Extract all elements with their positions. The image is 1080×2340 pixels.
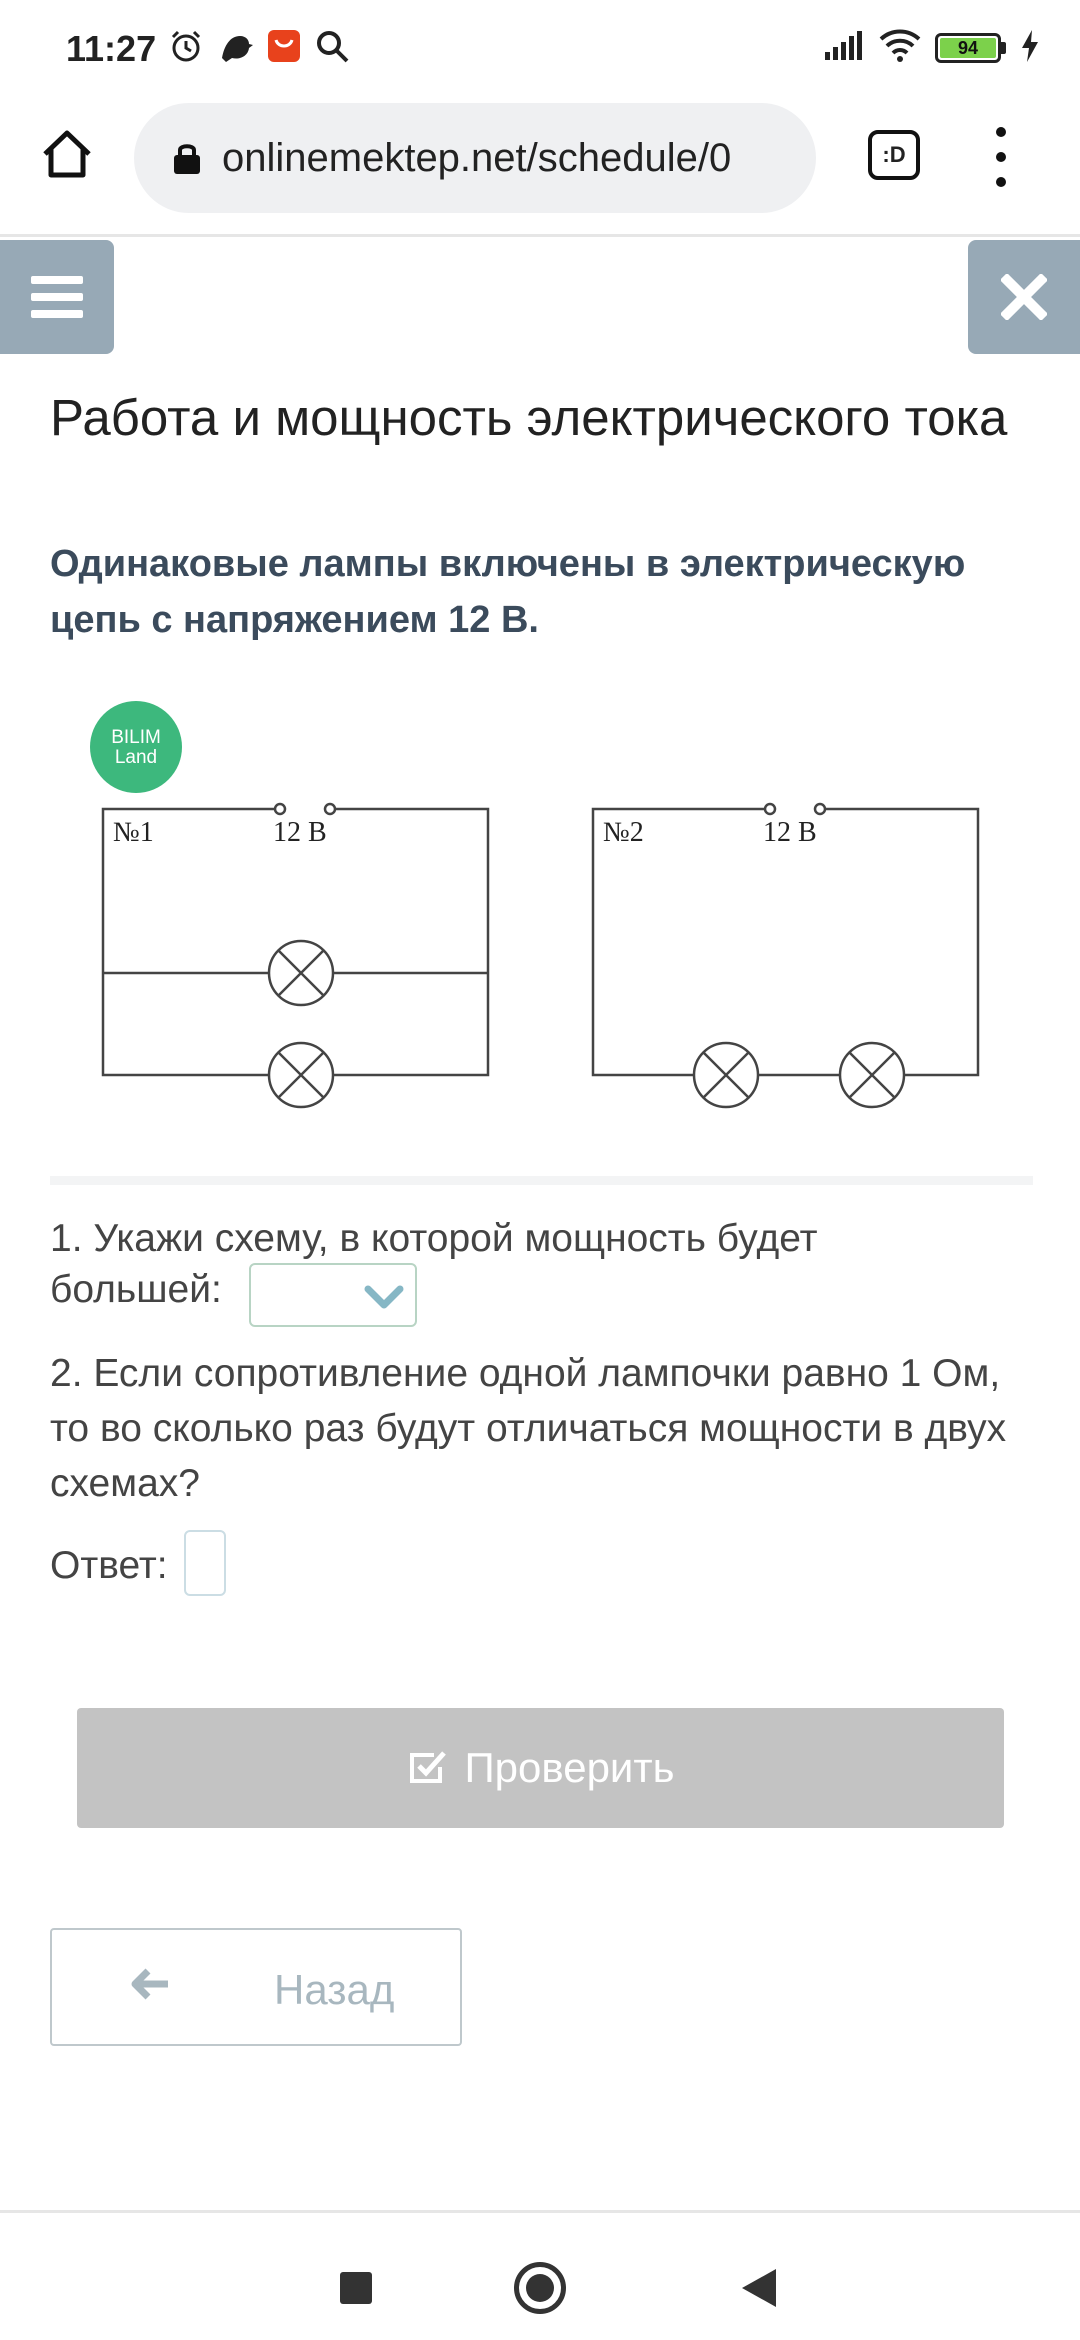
circuit-select-dropdown[interactable] xyxy=(249,1263,417,1327)
lamp-icon xyxy=(269,941,333,1005)
back-button-label: Назад xyxy=(274,1966,395,2013)
answer-input[interactable] xyxy=(184,1530,226,1596)
check-button[interactable] xyxy=(77,1708,1004,1828)
logo-text-line1: BILIM xyxy=(111,727,161,748)
battery-level: 94 xyxy=(940,38,996,58)
circuit-diagram-1 xyxy=(103,804,488,1107)
close-icon xyxy=(1001,274,1047,320)
task-1-text: 1. Укажи схему, в которой мощность будет xyxy=(50,1217,818,1260)
address-bar[interactable] xyxy=(134,103,816,213)
bird-icon xyxy=(216,28,254,69)
browser-menu-button[interactable] xyxy=(986,127,1016,187)
home-icon xyxy=(39,126,95,182)
status-time: 11:27 xyxy=(66,28,157,69)
answer-label: Ответ: xyxy=(50,1544,168,1587)
alarm-icon xyxy=(168,28,204,69)
tab-switcher-button[interactable]: :D xyxy=(868,130,920,180)
lock-icon xyxy=(172,140,202,176)
app-icon xyxy=(266,28,302,69)
url-text: onlinemektep.net/schedule/0 xyxy=(222,135,732,180)
recents-button[interactable] xyxy=(340,2272,372,2304)
chevron-down-icon xyxy=(363,1283,405,1311)
logo-text-line2: Land xyxy=(114,747,158,768)
back-nav-button[interactable] xyxy=(742,2269,776,2307)
circuit-2-voltage: 12 В xyxy=(763,817,817,848)
circuit-1-voltage: 12 В xyxy=(273,817,327,848)
lesson-title: Работа и мощность электрического тока xyxy=(50,389,1008,446)
checkbox-icon xyxy=(406,1747,448,1789)
wifi-icon xyxy=(879,29,921,68)
search-icon xyxy=(314,28,350,69)
home-nav-button[interactable] xyxy=(514,2262,566,2314)
hamburger-menu-button[interactable] xyxy=(0,240,114,354)
task-2-text: 2. Если сопротивление одной лампочки равно 1 Ом, то во сколько раз будут отличаться мощности в двух схемах? xyxy=(50,1352,1007,1505)
circuit-diagrams xyxy=(50,695,1040,1125)
circuit-2-label: №2 xyxy=(603,817,644,848)
lamp-icon xyxy=(694,1043,758,1107)
signal-icon xyxy=(823,30,865,67)
menu-icon xyxy=(31,276,83,284)
circuit-1-label: №1 xyxy=(113,817,154,848)
back-button[interactable] xyxy=(50,1928,462,2046)
arrow-left-icon xyxy=(128,1962,172,2006)
battery-icon xyxy=(935,33,1006,63)
task-1-text-continued: большей: xyxy=(50,1268,222,1311)
close-button[interactable] xyxy=(968,240,1080,354)
status-icons-right xyxy=(823,26,1040,70)
status-icons-left xyxy=(168,26,350,70)
charging-icon xyxy=(1020,29,1040,68)
lamp-icon xyxy=(269,1043,333,1107)
home-button[interactable] xyxy=(36,123,98,185)
bilim-land-logo xyxy=(90,701,182,793)
lamp-icon xyxy=(840,1043,904,1107)
question-text: Одинаковые лампы включены в электрическую цепь с напряжением 12 В. xyxy=(50,543,966,641)
status-bar xyxy=(0,0,1080,95)
divider xyxy=(50,1176,1033,1185)
system-nav-bar xyxy=(0,2210,1080,2340)
check-button-label: Проверить xyxy=(464,1744,675,1791)
circuit-diagram-2 xyxy=(593,804,978,1107)
browser-toolbar xyxy=(0,95,1080,237)
